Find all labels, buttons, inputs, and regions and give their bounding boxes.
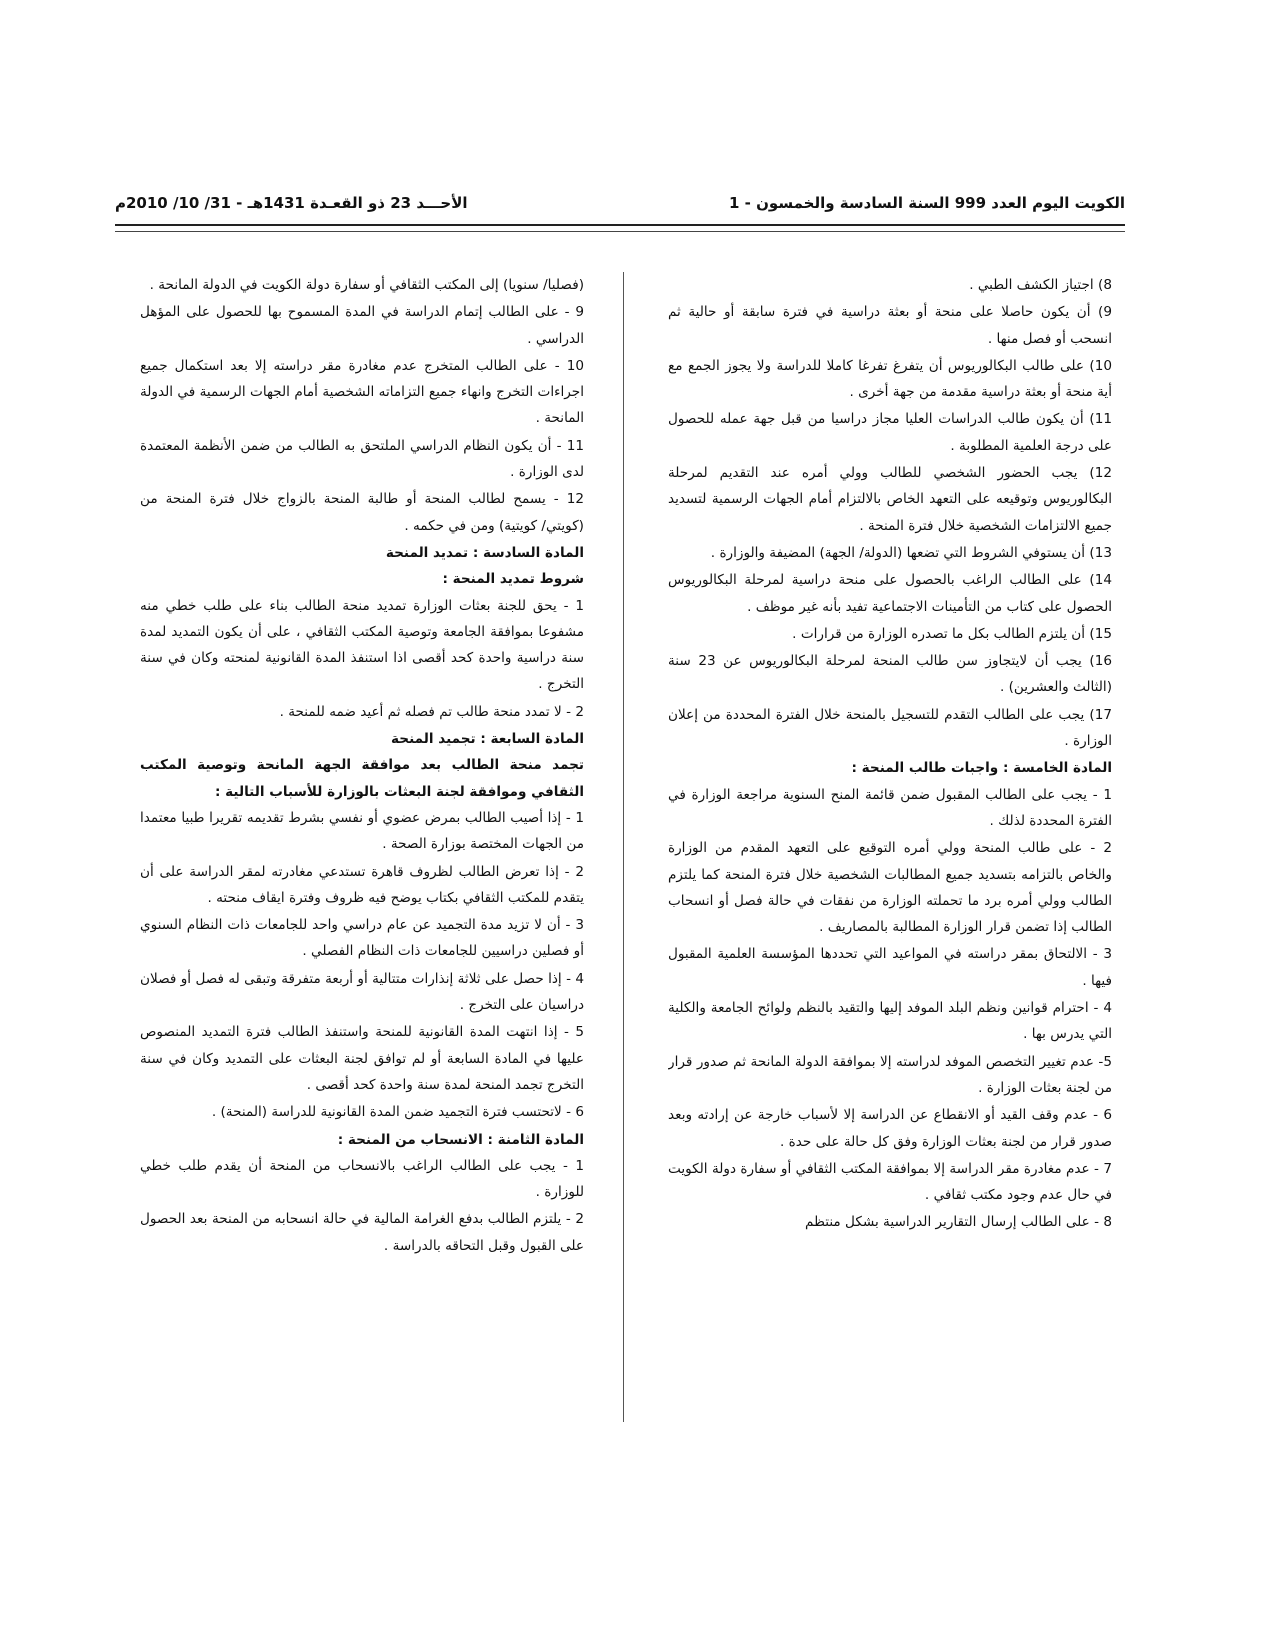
page-header	[115, 188, 1125, 218]
header-rule-thick	[115, 224, 1125, 226]
paragraph: 9 - على الطالب إتمام الدراسة في المدة المسموح بها للحصول على المؤهل الدراسي .	[140, 304, 584, 347]
paragraph: 10 - على الطالب المتخرج عدم مغادرة مقر دراسته إلا بعد استكمال جميع اجراءات التخرج وانهاء جميع التزاماته الشخصية أمام الجهات الرسمية في الدولة المانحة .	[140, 357, 584, 427]
paragraph: 11 - أن يكون النظام الدراسي الملتحق به الطالب من ضمن الأنظمة المعتمدة لدى الوزارة .	[140, 437, 584, 481]
paragraph: 5- عدم تغيير التخصص الموفد لدراسته إلا بموافقة الدولة المانحة ثم صدور قرار من لجنة بعثات الوزارة .	[668, 1053, 1112, 1096]
paragraph: 8 - على الطالب إرسال التقارير الدراسية بشكل منتظم	[805, 1214, 1112, 1231]
header-publication-issue: الكويت اليوم العدد 999 السنة السادسة والخمسون - 1	[729, 194, 1125, 212]
header-date: الأحـــد 23 ذو القعـدة 1431هـ - 31/ 10/ 2010م	[115, 194, 468, 212]
paragraph: 4 - احترام قوانين ونظم البلد الموفد إليها والتقيد بالنظم ولوائح الجامعة والكلية التي يدرس بها .	[668, 1000, 1112, 1043]
paragraph: 12 - يسمح لطالب المنحة أو طالبة المنحة بالزواج خلال فترة المنحة من (كويتي/ كويتية) ومن في حكمه .	[140, 491, 584, 534]
paragraph: 7 - عدم مغادرة مقر الدراسة إلا بموافقة المكتب الثقافي أو سفارة دولة الكويت في حال عدم وجود مكتب ثقافي .	[668, 1160, 1112, 1204]
paragraph: 2 - لا تمدد منحة طالب تم فصله ثم أعيد ضمه للمنحة .	[279, 703, 584, 720]
paragraph: 3 - أن لا تزيد مدة التجميد عن عام دراسي واحد للجامعات ذات النظام السنوي أو فصلين دراسيين للجامعات ذات النظام الفصلي .	[140, 917, 584, 960]
paragraph: 8) اجتياز الكشف الطبي .	[969, 277, 1112, 293]
section-heading: المادة السادسة : تمديد المنحة	[385, 544, 584, 561]
section-heading: تجمد منحة الطالب بعد موافقة الجهة المانحة وتوصية المكتب الثقافي وموافقة لجنة البعثات بالوزارة للأسباب التالية :	[140, 757, 584, 800]
section-heading: شروط تمديد المنحة :	[442, 571, 584, 588]
paragraph: 1 - يجب على الطالب الراغب بالانسحاب من المنحة أن يقدم طلب خطي للوزارة .	[140, 1157, 584, 1201]
paragraph: 2 - إذا تعرض الطالب لظروف قاهرة تستدعي مغادرته لمقر الدراسة على أن يتقدم للمكتب الثقافي بكتاب يوضح فيه ظروف وفترة ايقاف منحته .	[140, 863, 584, 906]
paragraph: 2 - يلتزم الطالب بدفع الغرامة المالية في حالة انسحابه من المنحة بعد الحصول على القبول وقبل التحاقه بالدراسة .	[140, 1211, 584, 1254]
paragraph: 11) أن يكون طالب الدراسات العليا مجاز دراسيا من قبل جهة عمله للحصول على درجة العلمية المطلوبة .	[668, 411, 1112, 454]
paragraph: 4 - إذا حصل على ثلاثة إنذارات متتالية أو أربعة متفرقة وتبقى له فصل أو فصلان دراسيان على التخرج .	[140, 970, 584, 1014]
paragraph: 5 - إذا انتهت المدة القانونية للمنحة واستنفذ الطالب فترة التمديد المنصوص عليها في المادة السابعة أو لم توافق لجنة البعثات على التمديد وكان في سنة التخرج تجمد المنحة لمدة سنة واحدة كحد أقصى .	[140, 1024, 584, 1093]
section-heading: المادة الثامنة : الانسحاب من المنحة :	[337, 1131, 584, 1148]
section-heading: المادة الخامسة : واجبات طالب المنحة :	[851, 760, 1112, 777]
paragraph: 15) أن يلتزم الطالب بكل ما تصدره الوزارة من قرارات .	[792, 625, 1112, 642]
paragraph: 9) أن يكون حاصلا على منحة أو بعثة دراسية في فترة سابقة أو حالية ثم انسحب أو فصل منها .	[668, 304, 1112, 347]
paragraph: 2 - على طالب المنحة وولي أمره التوقيع على التعهد المقدم من الوزارة والخاص بالتزامه بتسديد جميع المطالبات الشخصية خلال فترة المنحة كما يلتزم الطالب وولي أمره برد ما تحملته الوزارة من نفقات في حالة فصل أو انسحاب الطالب إذا تضمن قرار الوزارة المطالبة بالمصاريف .	[668, 840, 1112, 936]
right-column	[668, 272, 1112, 1422]
left-column	[140, 272, 584, 1422]
paragraph: 10) على طالب البكالوريوس أن يتفرغ تفرغا كاملا للدراسة ولا يجوز الجمع مع أية منحة أو بعثة دراسية مقدمة من جهة أخرى .	[668, 357, 1112, 401]
paragraph: 12) يجب الحضور الشخصي للطالب وولي أمره عند التقديم لمرحلة البكالوريوس وتوقيعه على التعهد الخاص بالالتزام أمام الجهات الرسمية لتسديد جميع الالتزامات الشخصية خلال فترة المنحة .	[668, 465, 1112, 534]
column-divider	[623, 272, 624, 1422]
paragraph: 14) على الطالب الراغب بالحصول على منحة دراسية لمرحلة البكالوريوس الحصول على كتاب من التأمينات الاجتماعية تفيد بأنه غير موظف .	[668, 572, 1112, 615]
section-heading: المادة السابعة : تجميد المنحة	[391, 731, 584, 748]
paragraph: 6 - لاتحتسب فترة التجميد ضمن المدة القانونية للدراسة (المنحة) .	[211, 1104, 584, 1121]
paragraph: 1 - يحق للجنة بعثات الوزارة تمديد منحة الطالب بناء على طلب خطي منه مشفوعا بموافقة الجامعة وتوصية المكتب الثقافي ، على أن يكون التمديد لمدة سنة دراسية واحدة كحد أقصى اذا استنفذ المدة القانونية لمنحته وكان في سنة التخرج .	[140, 597, 584, 693]
paragraph: 6 - عدم وقف القيد أو الانقطاع عن الدراسة إلا لأسباب خارجة عن إرادته وبعد صدور قرار من لجنة بعثات الوزارة وفق كل حالة على حدة .	[668, 1107, 1112, 1150]
paragraph: 13) أن يستوفي الشروط التي تضعها (الدولة/ الجهة) المضيفة والوزارة .	[710, 544, 1112, 561]
paragraph: 1 - يجب على الطالب المقبول ضمن قائمة المنح السنوية مراجعة الوزارة في الفترة المحددة لذلك .	[668, 786, 1112, 829]
paragraph: 3 - الالتحاق بمقر دراسته في المواعيد التي تحددها المؤسسة العلمية المقبول فيها .	[668, 946, 1112, 989]
header-rule-thin	[115, 231, 1125, 232]
paragraph: 17) يجب على الطالب التقدم للتسجيل بالمنحة خلال الفترة المحددة من إعلان الوزارة .	[668, 706, 1112, 750]
paragraph: (فصليا/ سنويا) إلى المكتب الثقافي أو سفارة دولة الكويت في الدولة المانحة .	[149, 277, 584, 293]
paragraph: 16) يجب أن لايتجاوز سن طالب المنحة لمرحلة البكالوريوس عن 23 سنة (الثالث والعشرين) .	[668, 653, 1112, 696]
paragraph: 1 - إذا أصيب الطالب بمرض عضوي أو نفسي بشرط تقديمه تقريرا طبيا معتمدا من الجهات المختصة بوزارة الصحة .	[140, 809, 584, 853]
